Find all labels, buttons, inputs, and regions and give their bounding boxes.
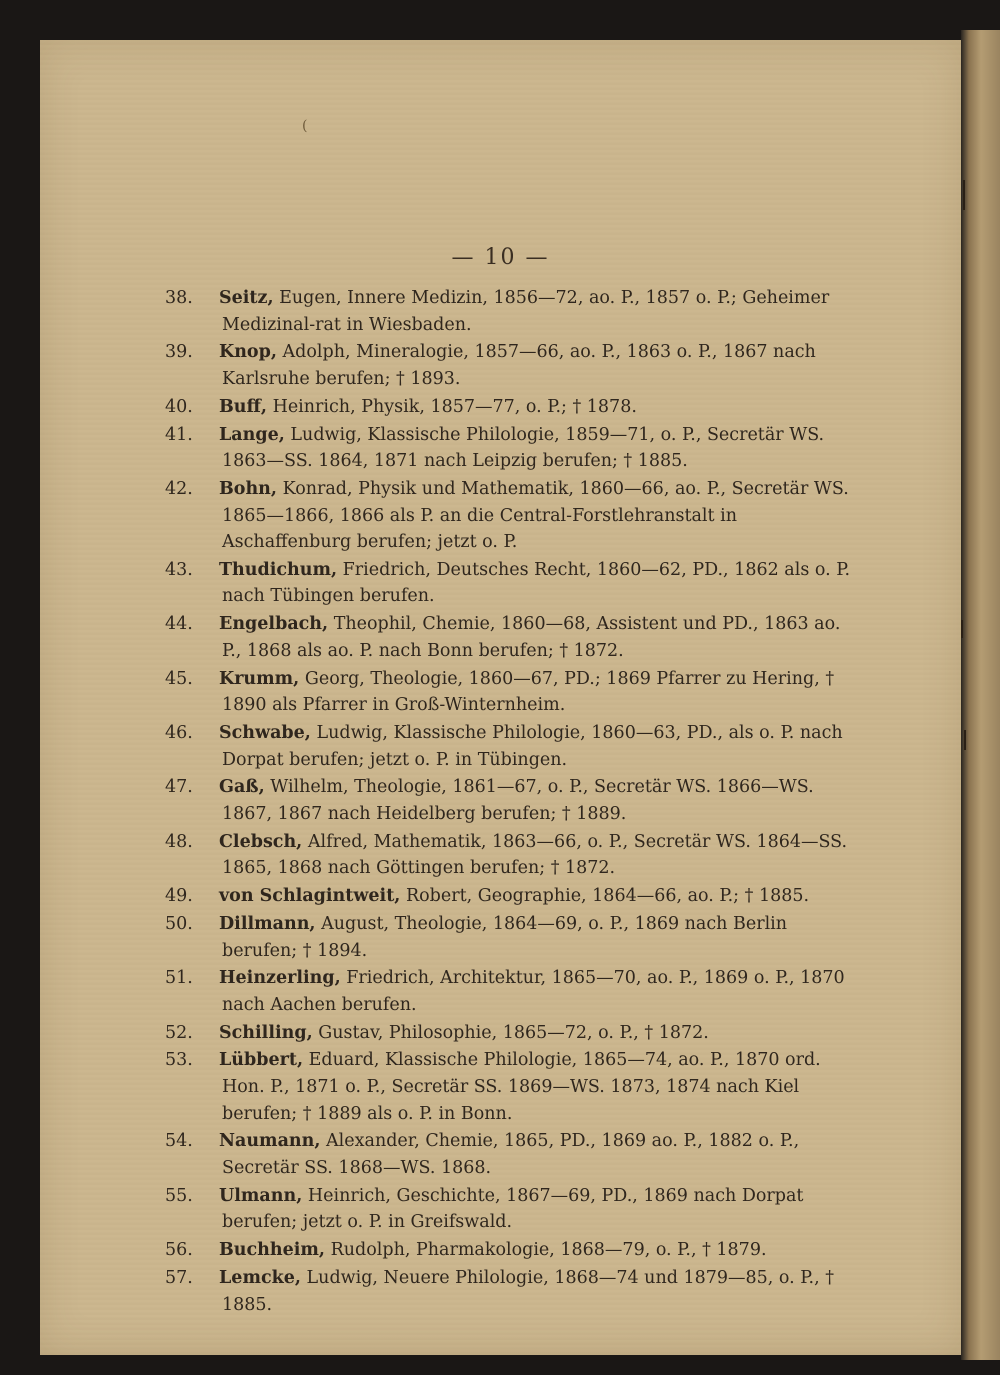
list-item (140, 1237, 860, 1264)
entry-details: Alfred, Mathematik, 1863—66, o. P., Secretär WS. 1864—SS. 1865, 1868 nach Göttingen berufen; † 1872. (222, 831, 848, 879)
list-item (140, 829, 860, 882)
entry-name: Engelbach, (219, 614, 329, 635)
list-item (140, 1128, 860, 1181)
entry-details: Alexander, Chemie, 1865, PD., 1869 ao. P., 1882 o. P., Secretär SS. 1868—WS. 1868. (222, 1131, 800, 1178)
entry-details: Robert, Geographie, 1864—66, ao. P.; † 1885. (405, 886, 810, 907)
list-item (140, 422, 860, 475)
list-item (140, 476, 860, 556)
entry-name: Schilling, (219, 1022, 313, 1043)
adjacent-page-edge (961, 30, 1000, 1360)
entry-details: Wilhelm, Theologie, 1861—67, o. P., Secretär WS. 1866—WS. 1867, 1867 nach Heidelberg berufen; † 1889. (222, 777, 814, 824)
entry-details: Ludwig, Neuere Philologie, 1868—74 und 1879—85, o. P., † 1885. (222, 1267, 834, 1315)
book-page (40, 40, 961, 1355)
entry-name: von Schlagintweit, (219, 886, 401, 907)
entry-details: Theophil, Chemie, 1860—68, Assistent und PD., 1863 ao. P., 1868 als ao. P. nach Bonn berufen; † 1872. (222, 614, 841, 661)
entry-number: 47. (165, 777, 193, 798)
entry-name: Thudichum, (219, 559, 338, 580)
edge-mark (961, 620, 963, 638)
list-item (140, 965, 860, 1018)
entry-list (140, 285, 860, 1319)
entry-name: Heinzerling, (219, 968, 341, 989)
entry-number: 46. (165, 723, 193, 743)
entry-number: 40. (165, 396, 193, 417)
entry-number: 45. (165, 668, 193, 689)
entry-name: Knop, (219, 342, 277, 363)
list-item (140, 611, 860, 664)
entry-name: Ulmann, (219, 1185, 303, 1206)
entry-number: 50. (165, 913, 193, 934)
entry-name: Lemcke, (219, 1267, 301, 1288)
entry-details: Georg, Theologie, 1860—67, PD.; 1869 Pfarrer zu Hering, † 1890 als Pfarrer in Groß-Winternheim. (222, 668, 835, 716)
entry-details: Heinrich, Physik, 1857—77, o. P.; † 1878. (272, 396, 637, 417)
entry-name: Buchheim, (219, 1240, 326, 1261)
list-item (140, 911, 860, 964)
list-item (140, 720, 860, 773)
entry-name: Schwabe, (219, 723, 311, 743)
list-item (140, 394, 860, 421)
entry-details: Heinrich, Geschichte, 1867—69, PD., 1869 nach Dorpat berufen; jetzt o. P. in Greifswald. (222, 1185, 804, 1233)
entry-name: Lübbert, (219, 1050, 304, 1071)
entry-name: Seitz, (219, 288, 274, 308)
list-item (140, 1020, 860, 1047)
list-item (140, 339, 860, 392)
entry-name: Dillmann, (219, 913, 316, 934)
entry-number: 41. (165, 424, 193, 445)
entry-details: Adolph, Mineralogie, 1857—66, ao. P., 1863 o. P., 1867 nach Karlsruhe berufen; † 1893. (222, 342, 816, 389)
entry-details: Rudolph, Pharmakologie, 1868—79, o. P., † 1879. (330, 1240, 767, 1261)
entry-details: Gustav, Philosophie, 1865—72, o. P., † 1872. (318, 1022, 709, 1043)
entry-details: Konrad, Physik und Mathematik, 1860—66, ao. P., Secretär WS. 1865—1866, 1866 als P. an die Central-Forstlehranstalt in Aschaffenburg berufen; jetzt o. P. (222, 478, 849, 553)
entry-number: 39. (165, 342, 193, 363)
entry-details: Eugen, Innere Medizin, 1856—72, ao. P., 1857 o. P.; Geheimer Medizinal-rat in Wiesbaden. (222, 288, 830, 335)
entry-name: Lange, (219, 424, 285, 445)
list-item (140, 285, 860, 338)
paper-speck: ( (302, 118, 308, 134)
entry-number: 51. (165, 968, 193, 989)
list-item (140, 1047, 860, 1127)
edge-mark (964, 730, 966, 750)
entry-number: 43. (165, 559, 193, 580)
list-item (140, 1265, 860, 1318)
entry-name: Clebsch, (219, 831, 303, 852)
entry-name: Krumm, (219, 668, 300, 689)
entry-name: Bohn, (219, 478, 278, 499)
entry-number: 57. (165, 1267, 193, 1288)
entry-details: Friedrich, Architektur, 1865—70, ao. P., 1869 o. P., 1870 nach Aachen berufen. (222, 968, 845, 1015)
entry-name: Gaß, (219, 777, 265, 798)
entry-number: 54. (165, 1131, 193, 1152)
entry-number: 55. (165, 1185, 193, 1206)
entry-details: August, Theologie, 1864—69, o. P., 1869 nach Berlin berufen; † 1894. (222, 913, 788, 961)
entry-number: 56. (165, 1240, 193, 1261)
list-item (140, 557, 860, 610)
list-item (140, 883, 860, 910)
entry-number: 49. (165, 886, 193, 907)
entry-details: Friedrich, Deutsches Recht, 1860—62, PD., 1862 als o. P. nach Tübingen berufen. (222, 559, 851, 607)
entry-number: 53. (165, 1050, 193, 1071)
entry-details: Ludwig, Klassische Philologie, 1859—71, o. P., Secretär WS. 1863—SS. 1864, 1871 nach Leipzig berufen; † 1885. (222, 424, 825, 472)
list-item (140, 774, 860, 827)
page-number: — 10 — (451, 245, 550, 270)
edge-mark (963, 180, 965, 210)
entry-number: 42. (165, 478, 193, 499)
entry-name: Buff, (219, 396, 267, 417)
entry-number: 48. (165, 831, 193, 852)
entry-name: Naumann, (219, 1131, 321, 1152)
entry-number: 52. (165, 1022, 193, 1043)
entry-number: 44. (165, 614, 193, 635)
entry-details: Ludwig, Klassische Philologie, 1860—63, PD., als o. P. nach Dorpat berufen; jetzt o. P. in Tübingen. (222, 723, 843, 770)
list-item (140, 1183, 860, 1236)
entry-details: Eduard, Klassische Philologie, 1865—74, ao. P., 1870 ord. Hon. P., 1871 o. P., Secretär SS. 1869—WS. 1873, 1874 nach Kiel berufen; † 1889 als o. P. in Bonn. (222, 1050, 821, 1124)
list-item (140, 666, 860, 719)
entry-number: 38. (165, 288, 193, 308)
